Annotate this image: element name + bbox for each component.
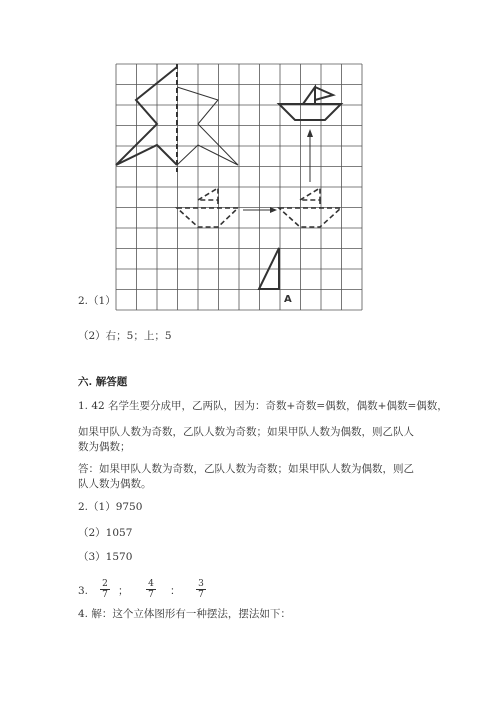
boat-sail-dashed-left [198,188,218,200]
fraction-1-denominator: 7 [102,590,108,600]
answer-2-3: （3）1570 [78,551,133,563]
problem-2-2-answer: （2）右；5；上；5 [78,330,172,342]
answer-2-2: （2）1057 [78,527,133,539]
fraction-2-numerator: 4 [146,579,156,590]
fraction-3-numerator: 3 [196,579,206,590]
boat-hull-dashed-right [279,208,341,227]
answer-2-1: 2.（1）9750 [78,501,143,513]
boat-flag-top [315,87,333,100]
boat-sail-dashed-right [300,188,320,200]
fraction-2-denominator: 7 [148,590,154,600]
answer-4: 4. 解：这个立体图形有一种摆法，摆法如下： [78,608,291,620]
arrow-up-head [307,129,313,137]
grid-label-a: A [284,294,292,305]
answer-1-line-1: 1. 42 名学生要分成甲，乙两队，因为：奇数+奇数=偶数，偶数+偶数=偶数， [78,400,448,412]
fraction-separator-1: ； [118,585,129,597]
boat-hull-dashed-left [177,208,238,227]
fraction-1-numerator: 2 [100,579,110,590]
triangle-A [259,248,279,289]
answer-1-line-2: 如果甲队人数为奇数，乙队人数为奇数；如果甲队人数为偶数，则乙队人数为偶数； [78,426,414,453]
fraction-separator-2: ： [170,585,181,597]
boat-hull-top [279,104,341,120]
star-left-half [116,67,177,165]
answer-1-conclusion: 答：如果甲队人数为奇数，乙队人数为奇数；如果甲队人数为偶数，则乙队人数为偶数。 [78,463,414,490]
boat-sail-top [303,87,315,104]
problem-2-1-label: 2.（1） [78,295,116,307]
star-right-half [177,87,238,165]
fraction-1 [100,579,110,600]
fraction-3 [196,579,206,600]
section-title: 六. 解答题 [78,376,128,388]
fraction-3-denominator: 7 [198,590,204,600]
fraction-2 [146,579,156,600]
answer-3-label: 3. [78,585,89,597]
